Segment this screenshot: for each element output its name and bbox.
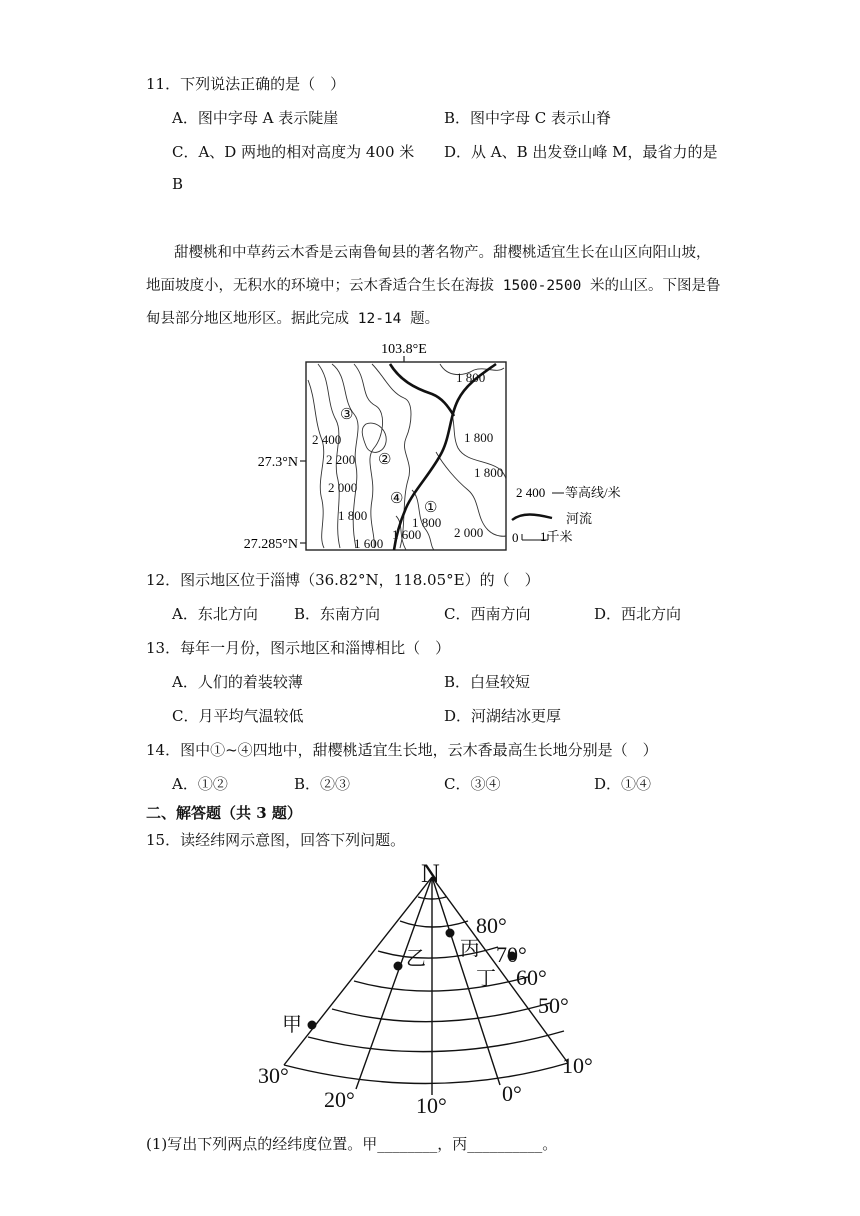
lat-80-label: 80°	[476, 913, 507, 938]
q14-option-a: A．①②	[172, 775, 228, 793]
lon-20-label: 20°	[324, 1087, 355, 1112]
contour-label-1600-bottom: 1 600	[392, 527, 422, 542]
q12-option-d: D．西北方向	[594, 605, 682, 623]
contour-label-2200: 2 200	[326, 452, 356, 467]
q11-option-a: A．图中字母 A 表示陡崖	[172, 109, 339, 127]
contour-label-2400: 2 400	[312, 432, 342, 447]
lat-70-label: 70°	[496, 942, 527, 967]
q13-option-d: D．河湖结冰更厚	[444, 707, 562, 725]
lon-0-label: 0°	[502, 1081, 522, 1106]
contour-label-1800-bottom: 1 800	[412, 515, 442, 530]
point-yi-label: 乙	[406, 948, 426, 970]
north-label: N	[421, 859, 440, 888]
passage-line-1: 甜樱桃和中草药云木香是云南鲁甸县的著名物产。甜樱桃适宜生长在山区向阳山坡，	[174, 245, 711, 261]
q11-option-d-continued: B	[172, 175, 184, 193]
q12-option-b: B．东南方向	[294, 605, 381, 623]
legend-contour-label: 等高线/米	[565, 485, 621, 500]
point-4: ④	[390, 491, 404, 507]
q14-option-b: B．②③	[294, 775, 351, 793]
lat-50-label: 50°	[538, 993, 569, 1018]
map-legend	[512, 485, 621, 545]
topographic-map	[236, 340, 636, 555]
point-1: ①	[424, 500, 438, 516]
q14-option-c: C．③④	[444, 775, 501, 793]
contour-label-1800-left: 1 800	[338, 508, 368, 523]
q11-option-b: B．图中字母 C 表示山脊	[444, 109, 612, 127]
lon-10e-label: 10°	[562, 1053, 593, 1078]
q14-stem: 14．图中①~④四地中，甜樱桃适宜生长地，云木香最高生长地分别是（ ）	[146, 741, 658, 759]
q11-option-d: D．从 A、B 出发登山峰 M，最省力的是	[444, 143, 718, 161]
contour-label-1800-right1: 1 800	[464, 430, 494, 445]
q12-option-c: C．西南方向	[444, 605, 531, 623]
legend-scale-label: 1千米	[540, 529, 573, 544]
longitude-label: 103.8°E	[381, 342, 427, 357]
lat-60-label: 60°	[516, 965, 547, 990]
point-ding-label: 丁	[476, 968, 496, 990]
graticule-map	[250, 855, 610, 1120]
lon-10-label: 10°	[416, 1093, 447, 1118]
point-jia-dot	[308, 1021, 317, 1030]
q11-stem: 11．下列说法正确的是（ ）	[146, 75, 346, 93]
point-3: ③	[340, 407, 354, 423]
passage-line-2: 地面坡度小，无积水的环境中；云木香适合生长在海拔 1500-2500 米的山区。下图是鲁	[146, 278, 721, 294]
contour-label-2000-bottom: 2 000	[454, 525, 484, 540]
passage	[146, 237, 724, 336]
point-2: ②	[378, 452, 392, 468]
latitude-bottom-label: 27.285°N	[243, 537, 298, 552]
q11-option-c: C．A、D 两地的相对高度为 400 米	[172, 143, 415, 161]
q14-option-d: D．①④	[594, 775, 652, 793]
q15-sub1: (1)写出下列两点的经纬度位置。甲________，丙__________。	[146, 1135, 558, 1153]
legend-contour-value: 2 400	[516, 485, 546, 500]
point-yi-dot	[394, 962, 403, 971]
passage-line-3: 甸县部分地区地形区。据此完成 12-14 题。	[146, 311, 440, 327]
q13-option-a: A．人们的着装较薄	[172, 673, 303, 691]
q12-stem: 12．图示地区位于淄博（36.82°N，118.05°E）的（ ）	[146, 571, 540, 589]
legend-scale-zero: 0	[512, 530, 519, 545]
section-title: 二、解答题（共 3 题）	[146, 804, 302, 822]
legend-river-line	[512, 515, 552, 521]
point-bing-dot	[446, 929, 455, 938]
contour-label-1800-top: 1 800	[456, 370, 486, 385]
q13-stem: 13．每年一月份，图示地区和淄博相比（ ）	[146, 639, 451, 657]
lon-30-label: 30°	[258, 1063, 289, 1088]
legend-river-label: 河流	[566, 511, 593, 526]
q13-option-b: B．白昼较短	[444, 673, 531, 691]
latitude-top-label: 27.3°N	[257, 455, 298, 470]
contour-label-1600-left: 1 600	[354, 536, 384, 551]
q12-option-a: A．东北方向	[172, 605, 258, 623]
q13-option-c: C．月平均气温较低	[172, 707, 304, 725]
river-lines	[390, 364, 496, 550]
q15-stem: 15．读经纬网示意图，回答下列问题。	[146, 831, 406, 849]
point-jia-label: 甲	[282, 1014, 302, 1036]
contour-label-2000-left: 2 000	[328, 480, 358, 495]
point-bing-label: 丙	[460, 938, 480, 960]
contour-label-1800-right2: 1 800	[474, 465, 504, 480]
